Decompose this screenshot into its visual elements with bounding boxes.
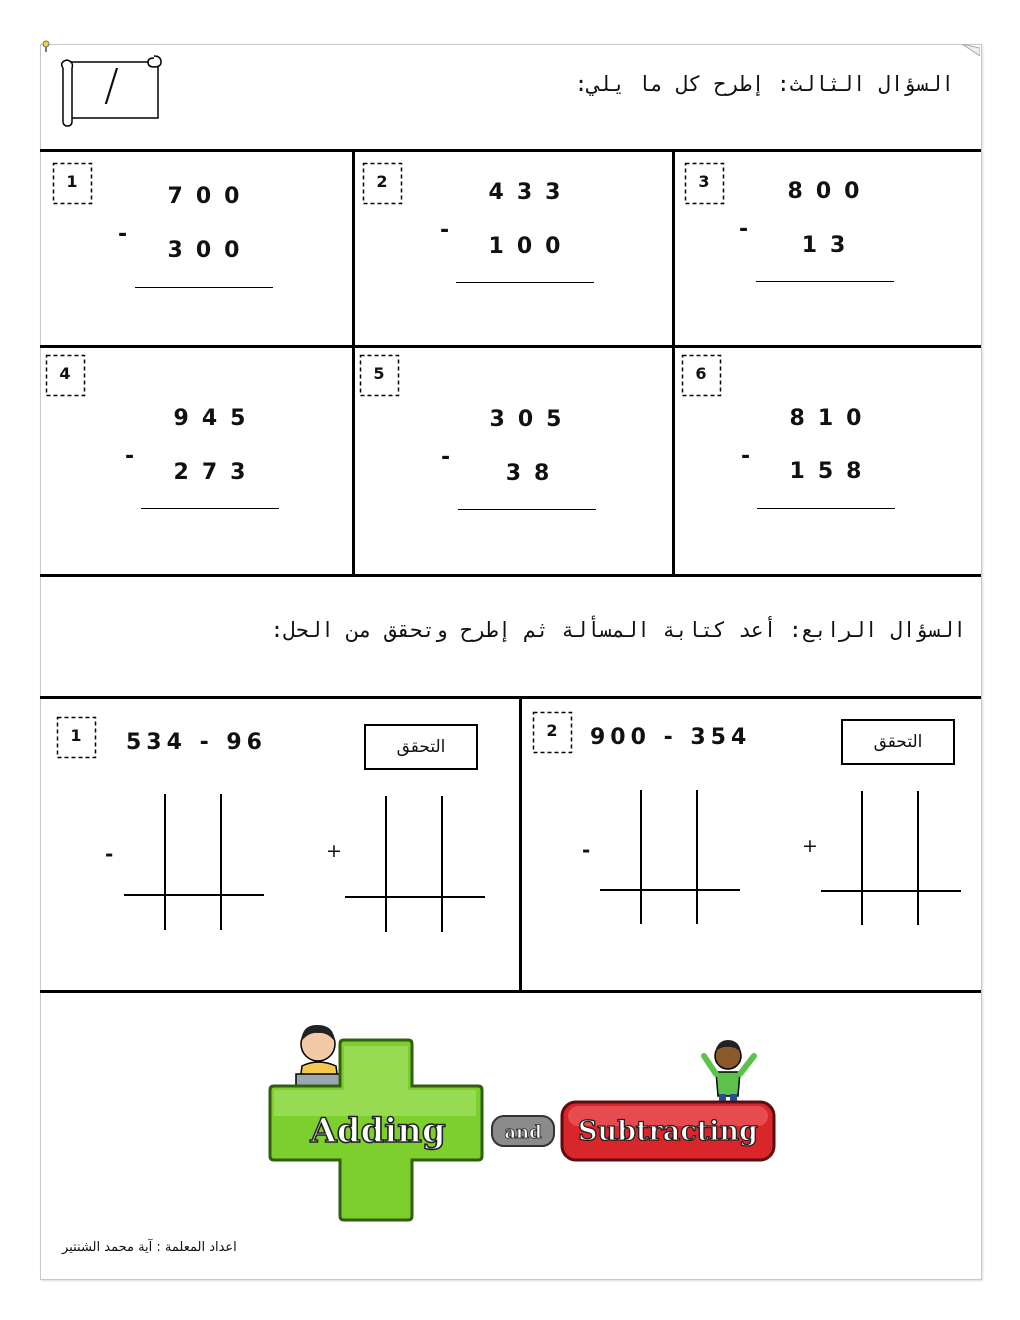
minuend: 800 bbox=[787, 179, 873, 204]
grid-line bbox=[441, 796, 443, 932]
logo-word-and: and bbox=[504, 1122, 542, 1143]
answer-line bbox=[456, 282, 594, 283]
score-slash: / bbox=[104, 60, 119, 111]
minus-sign: - bbox=[739, 217, 749, 242]
question4-title: السؤال الرابع: أعد كتابة المسألة ثم إطرح وتحقق من الحل: bbox=[270, 618, 966, 642]
minuend: 700 bbox=[167, 184, 253, 209]
rule bbox=[40, 990, 981, 993]
minus-sign: - bbox=[118, 222, 128, 247]
rule bbox=[40, 574, 981, 577]
grid-line bbox=[124, 894, 264, 896]
minus-sign: - bbox=[582, 838, 591, 862]
teacher-credit: اعداد المعلمة : آية محمد الشنتير bbox=[62, 1240, 237, 1255]
boy-illustration bbox=[704, 1040, 754, 1104]
subtrahend: 273 bbox=[173, 460, 259, 485]
number-badge: 1 bbox=[56, 716, 96, 756]
grid-line bbox=[385, 796, 387, 932]
problem-expression: 900 - 354 bbox=[590, 725, 752, 750]
column-divider bbox=[352, 151, 355, 575]
grid-line bbox=[696, 790, 698, 924]
number-badge: 3 bbox=[684, 162, 724, 202]
grid-line bbox=[917, 791, 919, 925]
grid-line bbox=[861, 791, 863, 925]
grid-line bbox=[821, 890, 961, 892]
column-divider bbox=[672, 151, 675, 575]
subtrahend: 158 bbox=[789, 459, 875, 484]
answer-line bbox=[141, 508, 279, 509]
subtrahend: 100 bbox=[488, 234, 574, 259]
number-badge: 5 bbox=[359, 354, 399, 394]
grid-line bbox=[164, 794, 166, 930]
minus-sign: - bbox=[105, 842, 114, 866]
number-badge: 4 bbox=[45, 354, 85, 394]
number-badge: 1 bbox=[52, 162, 92, 202]
question3-title: السؤال الثالث: إطرح كل ما يلي: bbox=[574, 72, 954, 96]
rule bbox=[40, 696, 981, 699]
minuend: 810 bbox=[789, 406, 875, 431]
minus-sign: - bbox=[125, 444, 135, 469]
minus-sign: - bbox=[440, 218, 450, 243]
subtrahend: 13 bbox=[801, 233, 859, 258]
number-badge: 2 bbox=[532, 711, 572, 751]
minuend: 305 bbox=[489, 407, 575, 432]
number-badge: 6 bbox=[681, 354, 721, 394]
check-label-box: التحقق bbox=[841, 719, 955, 765]
answer-line bbox=[135, 287, 273, 288]
grid-line bbox=[220, 794, 222, 930]
grid-line bbox=[345, 896, 485, 898]
minus-sign: - bbox=[741, 444, 751, 469]
answer-line bbox=[757, 508, 895, 509]
answer-line bbox=[458, 509, 596, 510]
check-label-box: التحقق bbox=[364, 724, 478, 770]
plus-sign: + bbox=[326, 840, 342, 862]
grid-line bbox=[640, 790, 642, 924]
subtrahend: 38 bbox=[505, 461, 563, 486]
grid-line bbox=[600, 889, 740, 891]
problem-expression: 534 - 96 bbox=[126, 730, 267, 755]
logo-word-subtracting: Subtracting bbox=[578, 1116, 758, 1147]
answer-line bbox=[756, 281, 894, 282]
number-badge: 2 bbox=[362, 162, 402, 202]
score-scroll bbox=[60, 54, 162, 134]
page-curl-icon bbox=[962, 44, 980, 56]
minuend: 945 bbox=[173, 406, 259, 431]
plus-sign: + bbox=[802, 835, 818, 857]
minuend: 433 bbox=[488, 180, 574, 205]
rule bbox=[40, 149, 981, 152]
rule bbox=[40, 345, 981, 348]
logo-word-adding: Adding bbox=[310, 1111, 446, 1151]
column-divider bbox=[519, 698, 522, 991]
adding-subtracting-logo bbox=[266, 1020, 778, 1230]
minus-sign: - bbox=[441, 445, 451, 470]
subtrahend: 300 bbox=[167, 238, 253, 263]
pin-icon bbox=[42, 40, 50, 52]
